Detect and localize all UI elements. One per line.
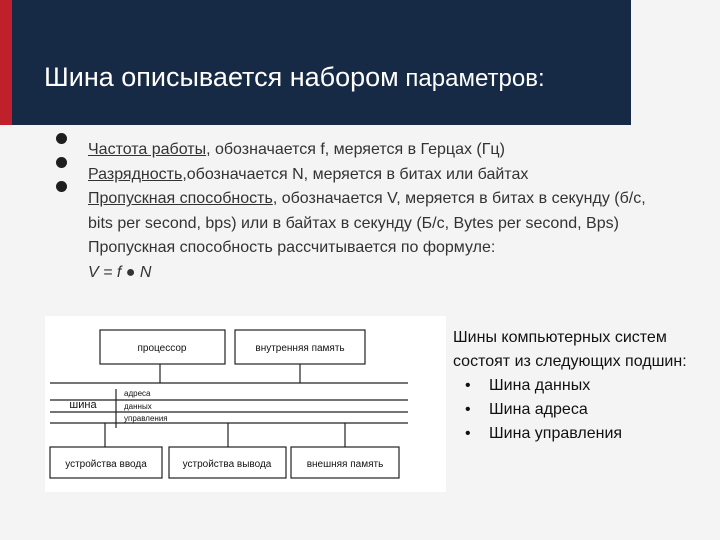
slide-title [44, 62, 545, 93]
bullet-dot-2 [56, 157, 67, 168]
formula-intro: Пропускная способность рассчитывается по формуле: [88, 239, 496, 257]
subbus-item [453, 398, 715, 422]
bandwidth-desc: , обозначается V, меряется в битах в секунду (б/с, bits per second, bps) или в байтах в секунду (Б/с, Bytes per second, Bps) [88, 190, 646, 232]
external-memory-label: внешняя память [306, 459, 384, 470]
address-label: адреса [124, 389, 151, 398]
bandwidth-item [88, 187, 648, 236]
title-part-2: параметров: [398, 65, 545, 92]
subbus-item [453, 374, 715, 398]
subbus-description [453, 326, 715, 446]
parameters-list [88, 138, 648, 286]
accent-bar [0, 0, 12, 125]
frequency-desc: , обозначается f, меряется в Герцах (Гц) [206, 141, 505, 158]
subbus-item [453, 422, 715, 446]
output-devices-label: устройства вывода [182, 459, 272, 470]
bus-label: шина [69, 399, 97, 411]
subbus-item-label: Шина данных [489, 377, 591, 394]
bus-diagram [45, 316, 446, 492]
formula [88, 261, 648, 286]
subbus-intro: Шины компьютерных систем состоят из следующих подшин: [453, 329, 687, 370]
bullet-icon: • [465, 425, 471, 442]
control-label: управления [124, 414, 168, 423]
width-term: Разрядность [88, 165, 183, 183]
bullet-dot-3 [56, 181, 67, 192]
bullet-icon: • [465, 377, 471, 394]
processor-label: процессор [137, 343, 187, 354]
frequency-item [88, 138, 648, 163]
width-desc: ,обозначается N, меряется в битах или байтах [182, 165, 529, 183]
data-label: данных [124, 402, 152, 411]
formula-text: V = f ● N [88, 263, 152, 281]
subbus-item-label: Шина адреса [489, 401, 588, 418]
bandwidth-term: Пропускная способность [88, 190, 273, 208]
bullet-icon: • [465, 401, 471, 418]
bullet-dot-1 [56, 133, 67, 144]
subbus-item-label: Шина управления [489, 425, 623, 442]
input-devices-label: устройства ввода [65, 459, 147, 470]
frequency-term: Частота работы [88, 141, 207, 158]
width-item [88, 163, 648, 188]
internal-memory-label: внутренняя память [255, 343, 345, 354]
bus-diagram-svg [45, 316, 446, 492]
title-part-1: Шина описывается набором [44, 62, 399, 92]
